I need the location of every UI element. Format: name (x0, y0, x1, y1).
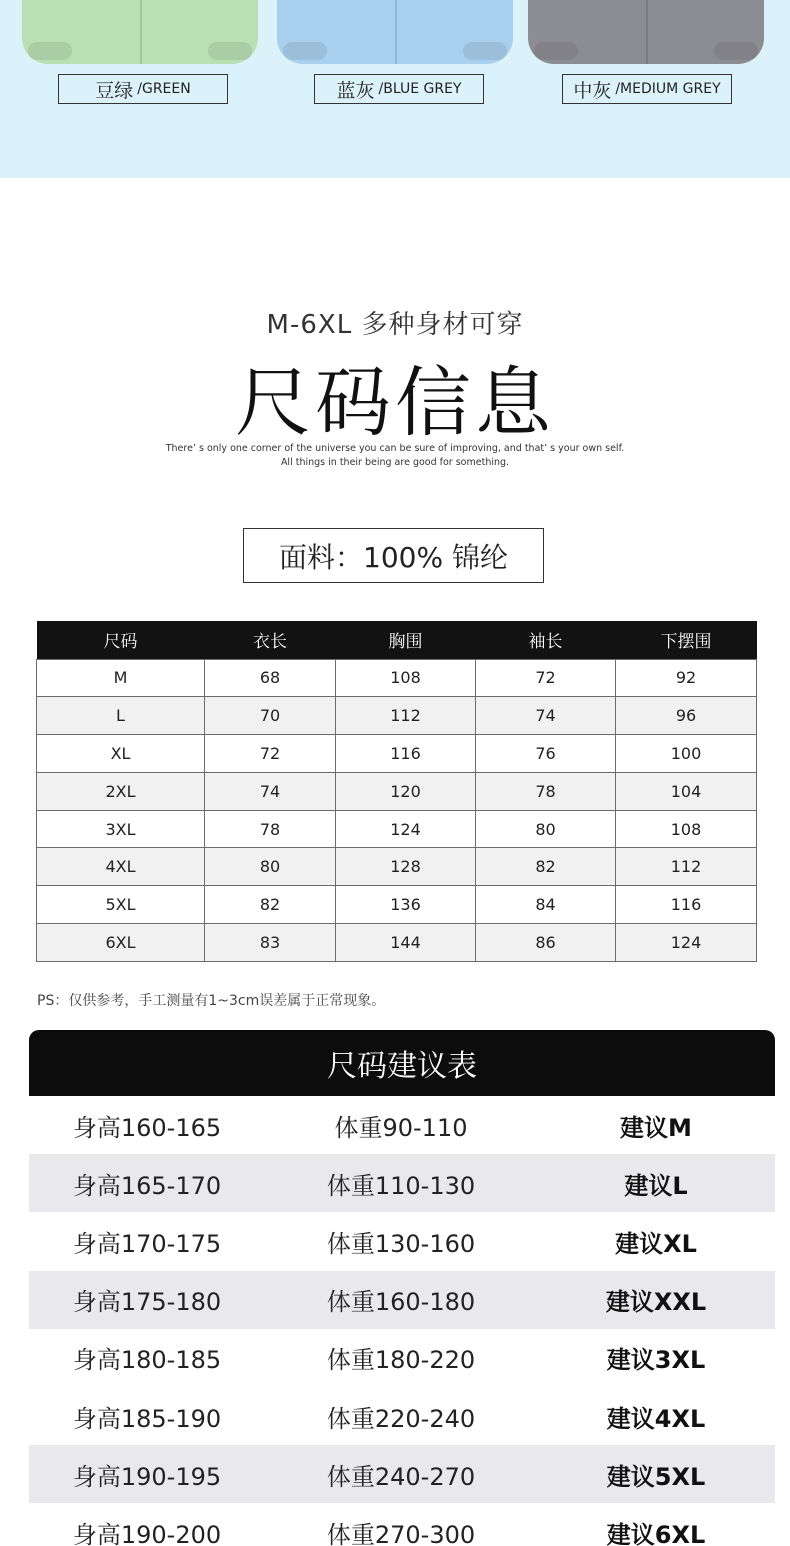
size-table-body (37, 659, 757, 961)
recommendation-row (29, 1445, 775, 1503)
table-row (37, 886, 757, 924)
size-cell: 6XL (37, 924, 205, 962)
weight-range: 体重270-300 (326, 1520, 476, 1546)
color-label-green (58, 74, 228, 104)
length-cell: 68 (205, 659, 336, 697)
color-name-cn: 中灰 (573, 79, 612, 102)
hem-cell: 92 (616, 659, 757, 697)
color-name-en: /GREEN (137, 81, 191, 97)
length-cell: 83 (205, 924, 336, 962)
weight-range: 体重110-130 (326, 1171, 476, 1200)
recommendation-row (29, 1096, 775, 1154)
length-cell: 80 (205, 848, 336, 886)
suggested-size: 建议L (624, 1171, 688, 1200)
length-cell: 74 (205, 772, 336, 810)
height-range: 身高190-200 (72, 1520, 222, 1546)
height-range: 身高190-195 (72, 1462, 222, 1491)
recommendation-row (29, 1212, 775, 1270)
size-cell: 3XL (37, 810, 205, 848)
table-row (37, 772, 757, 810)
weight-range: 体重160-180 (326, 1288, 476, 1317)
suggested-size: 建议3XL (606, 1346, 706, 1375)
suggested-size: 建议XL (615, 1229, 697, 1258)
hem-cell: 100 (616, 735, 757, 773)
recommendation-row (29, 1503, 775, 1546)
size-cell: 2XL (37, 772, 205, 810)
sleeve-cell: 86 (476, 924, 616, 962)
ps-note: PS：仅供参考，手工测量有1~3cm误差属于正常现象。 (37, 993, 386, 1009)
height-range: 身高185-190 (72, 1404, 222, 1433)
length-cell: 82 (205, 886, 336, 924)
color-name-en: /MEDIUM GREY (615, 81, 721, 97)
size-cell: L (37, 697, 205, 735)
table-row (37, 848, 757, 886)
jacket-image-blue-grey (277, 0, 513, 64)
jacket-image-medium-grey (528, 0, 764, 64)
table-row (37, 697, 757, 735)
height-range: 身高160-165 (72, 1113, 222, 1142)
size-table-header-row (37, 621, 757, 659)
page-title: 尺码信息 (235, 358, 555, 447)
sleeve-cell: 84 (476, 886, 616, 924)
weight-range: 体重240-270 (326, 1462, 476, 1491)
recommendation-title: 尺码建议表 (29, 1030, 775, 1096)
length-cell: 72 (205, 735, 336, 773)
header-chest: 胸围 (336, 621, 476, 659)
header-length: 衣长 (205, 621, 336, 659)
height-range: 身高170-175 (72, 1229, 222, 1258)
recommendation-row (29, 1329, 775, 1387)
length-cell: 78 (205, 810, 336, 848)
sleeve-cell: 76 (476, 735, 616, 773)
sleeve-cell: 78 (476, 772, 616, 810)
recommendation-row (29, 1271, 775, 1329)
chest-cell: 124 (336, 810, 476, 848)
recommendation-list (29, 1096, 775, 1546)
table-row (37, 810, 757, 848)
header-sleeve: 袖长 (476, 621, 616, 659)
weight-range: 体重180-220 (326, 1346, 476, 1375)
size-cell: 4XL (37, 848, 205, 886)
recommendation-row (29, 1387, 775, 1445)
chest-cell: 120 (336, 772, 476, 810)
table-row (37, 924, 757, 962)
chest-cell: 108 (336, 659, 476, 697)
table-row (37, 735, 757, 773)
suggested-size: 建议4XL (606, 1404, 706, 1433)
chest-cell: 144 (336, 924, 476, 962)
size-table (36, 621, 757, 962)
suggested-size: 建议M (620, 1113, 692, 1142)
height-range: 身高165-170 (72, 1171, 222, 1200)
header-hem: 下摆围 (616, 621, 757, 659)
height-range: 身高175-180 (72, 1288, 222, 1317)
color-name-cn: 蓝灰 (336, 79, 375, 102)
hem-cell: 124 (616, 924, 757, 962)
length-cell: 70 (205, 697, 336, 735)
hem-cell: 112 (616, 848, 757, 886)
table-row (37, 659, 757, 697)
color-name-en: /BLUE GREY (378, 81, 462, 97)
tagline-line-2: All things in their being are good for something. (280, 457, 510, 468)
size-cell: 5XL (37, 886, 205, 924)
color-label-blue-grey (314, 74, 484, 104)
chest-cell: 136 (336, 886, 476, 924)
color-banner (0, 0, 790, 178)
height-range: 身高180-185 (72, 1346, 222, 1375)
chest-cell: 128 (336, 848, 476, 886)
tagline-line-1: There’ s only one corner of the universe you can be sure of improving, and that’ s your own self. (165, 443, 625, 454)
hem-cell: 96 (616, 697, 757, 735)
size-cell: XL (37, 735, 205, 773)
color-name-cn: 豆绿 (95, 79, 134, 102)
sleeve-cell: 80 (476, 810, 616, 848)
header-size: 尺码 (37, 621, 205, 659)
suggested-size: 建议XXL (605, 1288, 707, 1317)
hem-cell: 104 (616, 772, 757, 810)
suggested-size: 建议5XL (606, 1462, 706, 1491)
weight-range: 体重220-240 (326, 1404, 476, 1433)
recommendation-row (29, 1154, 775, 1212)
chest-cell: 112 (336, 697, 476, 735)
sleeve-cell: 74 (476, 697, 616, 735)
fabric-info-box: 面料：100% 锦纶 (243, 528, 544, 583)
suggested-size: 建议6XL (606, 1520, 706, 1546)
hem-cell: 116 (616, 886, 757, 924)
sleeve-cell: 72 (476, 659, 616, 697)
size-range-subtitle: M-6XL 多种身材可穿 (266, 310, 524, 340)
hem-cell: 108 (616, 810, 757, 848)
weight-range: 体重90-110 (334, 1113, 468, 1142)
chest-cell: 116 (336, 735, 476, 773)
jacket-image-green (22, 0, 258, 64)
weight-range: 体重130-160 (326, 1229, 476, 1258)
sleeve-cell: 82 (476, 848, 616, 886)
size-cell: M (37, 659, 205, 697)
color-label-medium-grey (562, 74, 732, 104)
